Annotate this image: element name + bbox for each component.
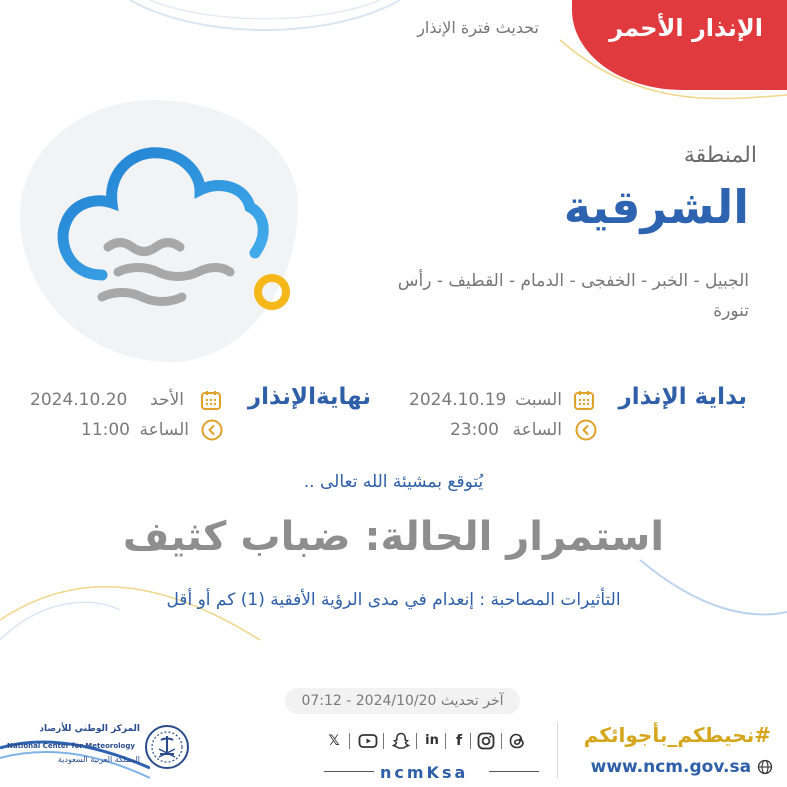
warning-start-title: بداية الإنذار [618, 384, 747, 410]
website-link[interactable] [591, 757, 773, 777]
facebook-icon[interactable]: f [455, 733, 463, 749]
org-name-ar: المركز الوطني للأرصاد [39, 724, 140, 734]
handle-line-right [489, 771, 539, 772]
calendar-icon [572, 388, 596, 412]
warning-end-time: 11:00 [81, 420, 130, 440]
social-separator [383, 733, 384, 749]
linkedin-icon[interactable]: in [425, 733, 439, 748]
cities-list: الجبيل - الخبر - الخفجى - الدمام - القطيف - رأس تنورة [397, 271, 749, 321]
cloud-fog-sun-icon [50, 135, 310, 335]
clock-icon [200, 418, 224, 442]
social-separator [445, 733, 446, 749]
calendar-icon [199, 388, 223, 412]
forecast-intro: يُتوقع بمشيئة الله تعالى .. [303, 472, 484, 492]
weather-condition: استمرار الحالة: ضباب كثيف [122, 514, 665, 560]
hashtag: #نحيطكم_بأجوائكم [583, 723, 771, 747]
handle-line-left [324, 771, 374, 772]
associated-effects: التأثيرات المصاحبة : إنعدام في مدى الرؤية الأفقية (1) كم أو أقل [166, 590, 621, 610]
update-period-label: تحديث فترة الإنذار [417, 18, 539, 37]
badge-title: الإنذار الأحمر [609, 14, 763, 42]
globe-icon [757, 759, 773, 775]
warning-end-date: 2024.10.20 [30, 390, 128, 410]
instagram-icon[interactable] [476, 731, 496, 751]
social-separator [501, 733, 502, 749]
website-url[interactable]: www.ncm.gov.sa [590, 757, 752, 777]
clock-icon [574, 418, 598, 442]
social-handle[interactable]: ncmKsa [380, 763, 469, 782]
warning-end-day: الأحد [150, 390, 184, 410]
youtube-icon[interactable] [358, 731, 378, 751]
x-icon[interactable]: 𝕏 [328, 733, 340, 749]
warning-start-date: 2024.10.19 [409, 390, 507, 410]
warning-start-day: السبت [515, 390, 562, 410]
org-name-en: National Center for Meteorology [7, 742, 135, 750]
country-name-ar: المملكة العربية السعودية [57, 755, 140, 764]
threads-icon[interactable] [507, 731, 527, 751]
region-name: الشرقية [563, 180, 749, 234]
warning-start-time-label: الساعة [512, 420, 562, 440]
warning-end-title: نهايةالإنذار [247, 384, 371, 410]
warning-end-time-label: الساعة [139, 420, 189, 440]
social-separator [349, 733, 350, 749]
footer-divider [557, 722, 558, 778]
ncm-emblem-icon [144, 724, 190, 770]
social-separator [470, 733, 471, 749]
region-label: المنطقة [683, 143, 757, 168]
last-update-pill: آخر تحديث 2024/10/20 - 07:12 [285, 688, 520, 714]
social-separator [416, 733, 417, 749]
warning-start-time: 23:00 [450, 420, 499, 440]
snapchat-icon[interactable] [391, 731, 411, 751]
